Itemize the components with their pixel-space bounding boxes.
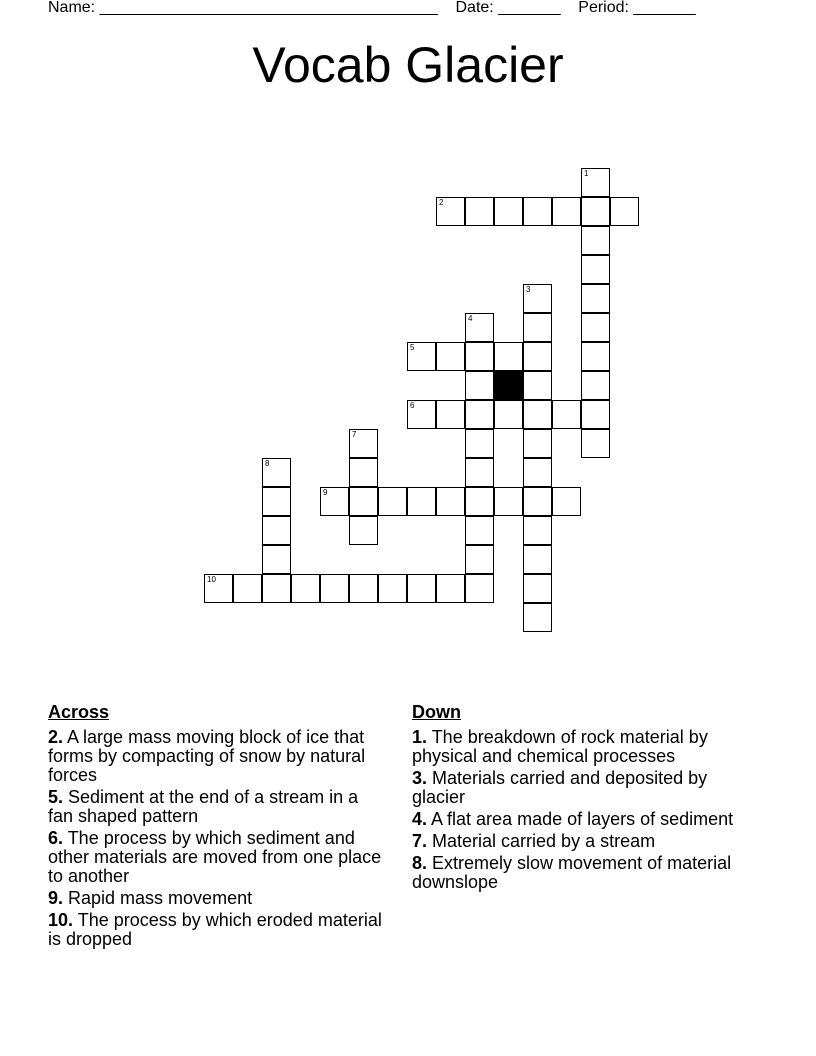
crossword-cell[interactable] bbox=[320, 574, 349, 603]
clue-number-label: 3. bbox=[412, 768, 428, 788]
crossword-cell[interactable] bbox=[523, 400, 552, 429]
crossword-cell[interactable] bbox=[581, 226, 610, 255]
crossword-cell[interactable] bbox=[494, 342, 523, 371]
clue-number: 10 bbox=[207, 575, 216, 584]
clue-number-label: 10. bbox=[48, 910, 74, 930]
period-label: Period: bbox=[578, 0, 634, 16]
clue-number-label: 8. bbox=[412, 853, 428, 873]
clue-text: Sediment at the end of a stream in a fan shaped pattern bbox=[48, 787, 359, 826]
crossword-cell[interactable] bbox=[349, 516, 378, 545]
crossword-cell[interactable] bbox=[378, 574, 407, 603]
crossword-cell[interactable] bbox=[465, 371, 494, 400]
clue-text: Extremely slow movement of material downslope bbox=[412, 853, 732, 892]
crossword-cell[interactable] bbox=[523, 342, 552, 371]
clue-number: 4 bbox=[468, 314, 473, 323]
crossword-cell[interactable] bbox=[407, 487, 436, 516]
crossword-cell[interactable] bbox=[465, 487, 494, 516]
crossword-cell[interactable] bbox=[465, 313, 494, 342]
clue-number-label: 2. bbox=[48, 727, 64, 747]
crossword-cell[interactable] bbox=[581, 371, 610, 400]
crossword-cell[interactable] bbox=[349, 458, 378, 487]
crossword-cell[interactable] bbox=[523, 603, 552, 632]
crossword-cell[interactable] bbox=[494, 197, 523, 226]
crossword-cell[interactable] bbox=[523, 284, 552, 313]
crossword-cell[interactable] bbox=[349, 487, 378, 516]
crossword-cell[interactable] bbox=[262, 545, 291, 574]
clue-number: 8 bbox=[265, 459, 270, 468]
crossword-cell[interactable] bbox=[523, 458, 552, 487]
across-clue bbox=[48, 829, 388, 886]
date-label: Date: bbox=[455, 0, 499, 16]
black-cell bbox=[494, 371, 523, 400]
crossword-cell[interactable] bbox=[523, 313, 552, 342]
crossword-cell[interactable] bbox=[523, 371, 552, 400]
crossword-cell[interactable] bbox=[262, 458, 291, 487]
crossword-cell[interactable] bbox=[465, 516, 494, 545]
clue-number-label: 7. bbox=[412, 831, 428, 851]
crossword-cell[interactable] bbox=[581, 284, 610, 313]
across-clues bbox=[48, 702, 388, 952]
crossword-cell[interactable] bbox=[262, 574, 291, 603]
clue-number: 7 bbox=[352, 430, 357, 439]
down-clue bbox=[412, 810, 752, 829]
clue-number-label: 6. bbox=[48, 828, 64, 848]
crossword-cell[interactable] bbox=[494, 400, 523, 429]
crossword-cell[interactable] bbox=[436, 400, 465, 429]
across-clue bbox=[48, 788, 388, 826]
name-label: Name: bbox=[48, 0, 100, 16]
date-line[interactable]: _______ bbox=[498, 0, 561, 16]
across-clue bbox=[48, 728, 388, 785]
crossword-cell[interactable] bbox=[407, 574, 436, 603]
crossword-cell[interactable] bbox=[552, 487, 581, 516]
crossword-cell[interactable] bbox=[233, 574, 262, 603]
clue-number: 9 bbox=[323, 488, 328, 497]
crossword-cell[interactable] bbox=[523, 429, 552, 458]
crossword-cell[interactable] bbox=[523, 574, 552, 603]
crossword-cell[interactable] bbox=[581, 197, 610, 226]
crossword-cell[interactable] bbox=[320, 487, 349, 516]
clue-number: 2 bbox=[439, 198, 444, 207]
crossword-cell[interactable] bbox=[407, 400, 436, 429]
across-clue bbox=[48, 911, 388, 949]
page-title: Vocab Glacier bbox=[252, 37, 564, 93]
crossword-cell[interactable] bbox=[465, 574, 494, 603]
name-line[interactable]: ______________________________________ bbox=[99, 0, 438, 16]
crossword-cell[interactable] bbox=[523, 487, 552, 516]
down-clue bbox=[412, 728, 752, 766]
clue-text: A large mass moving block of ice that forms by compacting of snow by natural forces bbox=[48, 727, 366, 785]
crossword-cell[interactable] bbox=[552, 400, 581, 429]
clue-number-label: 5. bbox=[48, 787, 64, 807]
crossword-cell[interactable] bbox=[436, 342, 465, 371]
clue-text: A flat area made of layers of sediment bbox=[427, 809, 734, 829]
down-clue bbox=[412, 854, 752, 892]
crossword-cell[interactable] bbox=[581, 342, 610, 371]
clue-text: The process by which eroded material is dropped bbox=[48, 910, 382, 949]
clue-number-label: 9. bbox=[48, 888, 64, 908]
crossword-cell[interactable] bbox=[494, 487, 523, 516]
crossword-cell[interactable] bbox=[349, 429, 378, 458]
crossword-cell[interactable] bbox=[523, 197, 552, 226]
crossword-cell[interactable] bbox=[465, 545, 494, 574]
clue-text: Rapid mass movement bbox=[63, 888, 253, 908]
crossword-cell[interactable] bbox=[581, 313, 610, 342]
crossword-cell[interactable] bbox=[262, 487, 291, 516]
crossword-cell[interactable] bbox=[204, 574, 233, 603]
crossword-cell[interactable] bbox=[349, 574, 378, 603]
clue-number-label: 1. bbox=[412, 727, 428, 747]
crossword-cell[interactable] bbox=[465, 197, 494, 226]
clue-text: The breakdown of rock material by physical and chemical processes bbox=[412, 727, 708, 766]
clue-number: 5 bbox=[410, 343, 415, 352]
crossword-cell[interactable] bbox=[291, 574, 320, 603]
across-clue bbox=[48, 889, 388, 908]
down-clue bbox=[412, 832, 752, 851]
crossword-cell[interactable] bbox=[581, 168, 610, 197]
clue-number: 6 bbox=[410, 401, 415, 410]
crossword-cell[interactable] bbox=[581, 255, 610, 284]
crossword-cell[interactable] bbox=[581, 429, 610, 458]
crossword-cell[interactable] bbox=[523, 516, 552, 545]
crossword-cell[interactable] bbox=[407, 342, 436, 371]
crossword-cell[interactable] bbox=[523, 545, 552, 574]
across-clue-list bbox=[48, 728, 388, 949]
clue-text: The process by which sediment and other materials are moved from one place to another bbox=[48, 828, 382, 886]
clue-text: Materials carried and deposited by glacier bbox=[412, 768, 708, 807]
crossword-cell[interactable] bbox=[436, 197, 465, 226]
crossword-cell[interactable] bbox=[465, 400, 494, 429]
crossword-cell[interactable] bbox=[465, 458, 494, 487]
crossword-cell[interactable] bbox=[465, 342, 494, 371]
crossword-cell[interactable] bbox=[610, 197, 639, 226]
clue-number: 3 bbox=[526, 285, 531, 294]
period-line[interactable]: _______ bbox=[633, 0, 696, 16]
crossword-cell[interactable] bbox=[465, 429, 494, 458]
down-clue-list bbox=[412, 728, 752, 892]
crossword-cell[interactable] bbox=[262, 516, 291, 545]
down-clue bbox=[412, 769, 752, 807]
clue-number-label: 4. bbox=[412, 809, 428, 829]
clue-text: Material carried by a stream bbox=[427, 831, 656, 851]
crossword-cell[interactable] bbox=[436, 487, 465, 516]
down-clues bbox=[412, 702, 752, 895]
crossword-cell[interactable] bbox=[378, 487, 407, 516]
crossword-cell[interactable] bbox=[552, 197, 581, 226]
down-heading: Down bbox=[412, 702, 461, 722]
across-heading: Across bbox=[48, 702, 110, 722]
crossword-cell[interactable] bbox=[436, 574, 465, 603]
clue-number: 1 bbox=[584, 169, 589, 178]
crossword-cell[interactable] bbox=[581, 400, 610, 429]
